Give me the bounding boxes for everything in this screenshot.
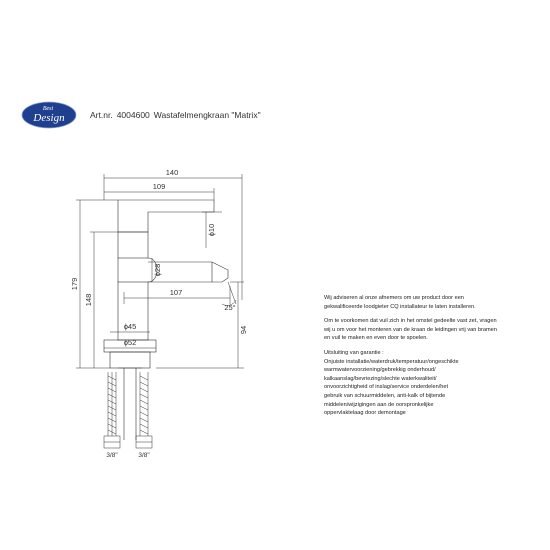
- warranty-line: oppervlaktelaag door demontage: [324, 410, 406, 417]
- warranty-line: onvoorzichtigheid of inslag/service onderdelen/het: [324, 384, 449, 391]
- dim-flange-diameter: ϕ52: [123, 338, 137, 347]
- article-number: 4004600: [116, 110, 150, 120]
- logo-top-text: Best: [42, 106, 54, 112]
- warranty-line: warmwatervoorziening/gebrekkig onderhoud/: [324, 367, 436, 374]
- flex-hoses: [104, 372, 152, 448]
- warranty-line: middelen/wijzigingen aan de oorspronkelijke: [324, 401, 434, 408]
- dim-spout-diameter: ϕ10: [207, 223, 216, 237]
- warranty-title: Uitsluiting van garantie :: [324, 349, 384, 356]
- warranty-line: gebruik van schuurmiddelen, anti-kalk of bijtende: [324, 392, 446, 399]
- dim-total-height: 179: [70, 277, 79, 291]
- handle-lever: [118, 200, 214, 232]
- dim-outlet-height: 94: [239, 325, 248, 335]
- body-column: [118, 282, 148, 340]
- dim-hose-right: 3/8": [138, 452, 150, 459]
- dim-body-diameter: ϕ28: [153, 263, 162, 277]
- notes-paragraph-2: Om te voorkomen dat vuil zich in het omstel gedeelte vast zet, vragen wij u om voor het monteren van de kraan de leidingen vrij van bramen en vuil te maken en even door te spoelen.: [324, 318, 497, 342]
- base-plate: [110, 352, 150, 368]
- body-upper: [118, 232, 148, 258]
- logo-main-text: Design: [33, 112, 65, 124]
- dim-hose-left: 3/8": [106, 452, 118, 459]
- dim-spout-to-body: 109: [152, 182, 166, 191]
- notes-paragraph-1: Wij adviseren al onze afnemers om uw product door een gekwalificeerde loodgieter CQ installateur te laten installeren.: [324, 295, 476, 310]
- dim-total-width: 140: [165, 168, 179, 177]
- dim-spout-reach: 107: [169, 288, 183, 297]
- installation-notes: [324, 294, 502, 418]
- dim-outlet-angle: 25°: [224, 303, 236, 312]
- warranty-line: Onjuiste installatie/waterdruk/temperatuur/ongeschikte: [324, 358, 459, 365]
- article-label: Art.nr.: [90, 110, 113, 120]
- dim-base-diameter: ϕ45: [123, 322, 137, 331]
- product-name: Wastafelmengkraan "Matrix": [153, 110, 261, 120]
- warranty-section: [324, 349, 502, 418]
- warranty-line: kalkaanslag/bevriezing/slechte waterkwaliteit/: [324, 375, 437, 382]
- dim-body-height: 148: [84, 293, 93, 307]
